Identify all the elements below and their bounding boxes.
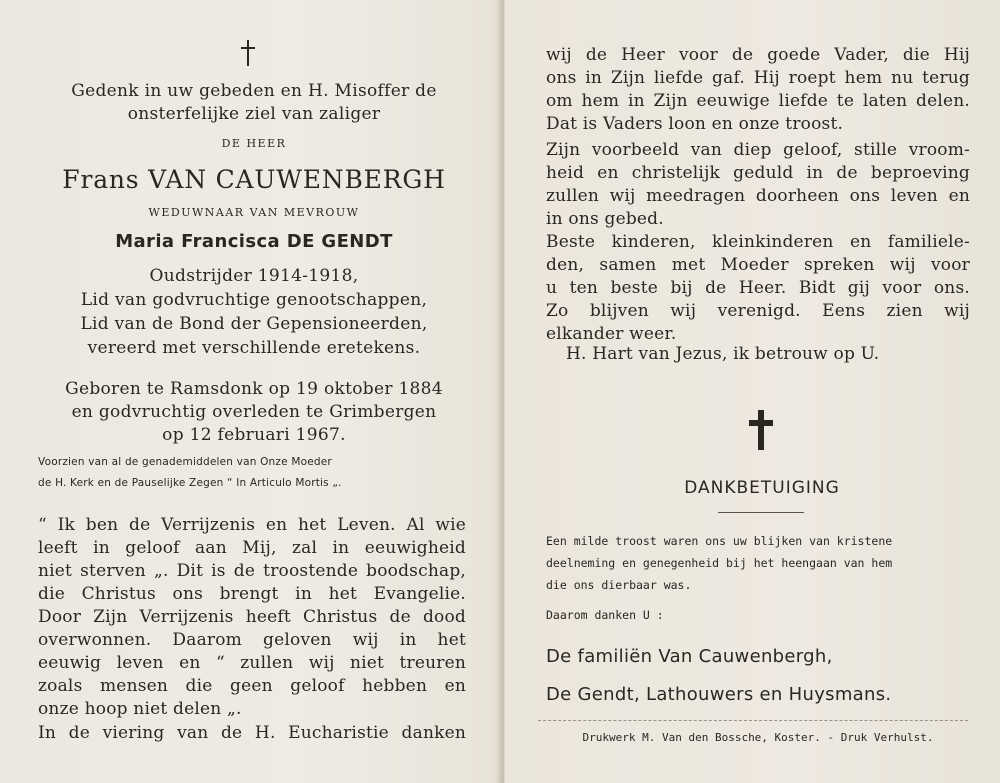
- right-panel: [538, 0, 978, 783]
- dankbetuiging-thanks: Daarom danken U :: [546, 608, 664, 622]
- cross-icon: [240, 40, 256, 66]
- birth-death-text: Geboren te Ramsdonk op 19 oktober 1884 en godvruchtig overleden te Grimbergen op 12 februari 1967.: [65, 379, 443, 445]
- spouse-name: Maria Francisca DE GENDT: [115, 231, 393, 252]
- de-heer-label: DE HEER: [221, 137, 287, 150]
- card-fold: [497, 0, 511, 783]
- printer-credit: Drukwerk M. Van den Bossche, Koster. - Druk Verhulst.: [582, 731, 934, 744]
- thanks-paragraph: wij de Heer voor de goede Vader, die Hij ons in Zijn liefde gaf. Hij roept hem nu terug om hem in Zijn eeuwige liefde te laten delen. Dat is Vaders loon en onze troost.: [546, 45, 970, 134]
- titles-list: Oudstrijder 1914-1918, Lid van godvruchtige genootschappen, Lid van de Bond der Gepensioneerden, vereerd met verschillende eretekens.: [80, 266, 428, 358]
- scripture-quote: “ Ik ben de Verrijzenis en het Leven. Al wie leeft in geloof aan Mij, zal in eeuwigheid niet sterven „. Dit is de troostende boodschap, die Christus ons brengt in het Evangelie. Door Zijn Verrijzenis heeft Christus de dood overwonnen. Daarom geloven wij in het eeuwig leven en “ zullen wij niet treuren zoals mensen die geen geloof hebben en onze hoop niet delen „.: [38, 515, 466, 719]
- cross-icon: [749, 410, 773, 450]
- dankbetuiging-title: DANKBETUIGING: [684, 478, 840, 498]
- closing-line: In de viering van de H. Eucharistie danken: [38, 723, 466, 743]
- dankbetuiging-body: Een milde troost waren ons uw blijken van kristene deelneming en genegenheid bij het heengaan van hem die ons dierbaar was.: [546, 534, 893, 592]
- families-list: De familiën Van Cauwenbergh, De Gendt, Lathouwers en Huysmans.: [546, 646, 892, 705]
- sacraments-text: Voorzien van al de genademiddelen van Onze Moeder de H. Kerk en de Pauselijke Zegen “ In Articulo Mortis „.: [38, 456, 342, 489]
- intro-text: Gedenk in uw gebeden en H. Misoffer de onsterfelijke ziel van zaliger: [71, 81, 437, 124]
- family-paragraph: Beste kinderen, kleinkinderen en familiele- den, samen met Moeder spreken wij voor u ten beste bij de Heer. Bidt gij voor ons. Zo blijven wij verenigd. Eens zien wij elkander weer.: [546, 232, 970, 344]
- footer-rule: [538, 720, 968, 721]
- title-underline: [718, 512, 804, 513]
- deceased-name: Frans VAN CAUWENBERGH: [62, 165, 446, 194]
- left-panel: [30, 0, 478, 783]
- example-paragraph: Zijn voorbeeld van diep geloof, stille vroom- heid en christelijk geduld in de beproeving zullen wij meedragen doorheen ons leven en in ons gebed.: [546, 140, 970, 229]
- widower-label: WEDUWNAAR VAN MEVROUW: [148, 206, 360, 219]
- prayer-line: H. Hart van Jezus, ik betrouw op U.: [566, 344, 880, 364]
